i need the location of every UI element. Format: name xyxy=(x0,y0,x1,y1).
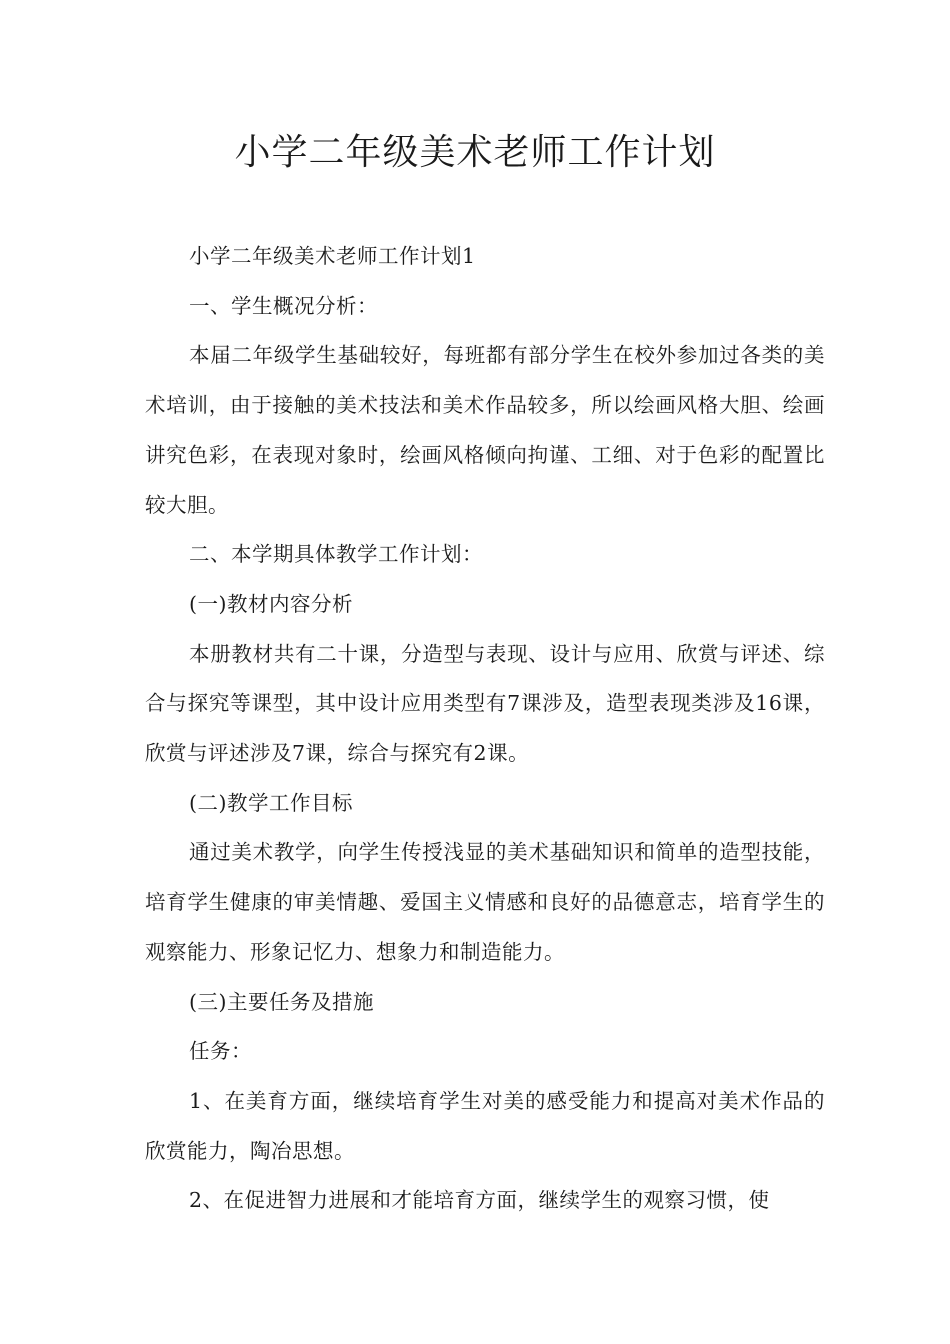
paragraph-textbook-analysis: 本册教材共有二十课，分造型与表现、设计与应用、欣赏与评述、综合与探究等课型，其中设计应用类型有7课涉及，造型表现类涉及16课，欣赏与评述涉及7课，综合与探究有2课。 xyxy=(145,641,825,766)
list-item-task-2: 2、在促进智力进展和才能培育方面，继续学生的观察习惯，使 xyxy=(189,1188,770,1213)
paragraph-heading-1: 小学二年级美术老师工作计划1 xyxy=(189,244,476,268)
section-heading-student-analysis: 一、学生概况分析： xyxy=(189,293,378,318)
document-body xyxy=(145,232,825,1226)
paragraph-student-analysis: 本届二年级学生基础较好，每班都有部分学生在校外参加过各类的美术培训，由于接触的美术技法和美术作品较多，所以绘画风格大胆、绘画讲究色彩，在表现对象时，绘画风格倾向拘谨、工细、对于色彩的配置比较大胆。 xyxy=(145,343,825,517)
section-heading-teaching-plan: 二、本学期具体教学工作计划： xyxy=(189,542,483,567)
document-title: 小学二年级美术老师工作计划 xyxy=(234,132,716,173)
label-tasks: 任务： xyxy=(189,1039,252,1064)
list-item-task-1: 1、在美育方面，继续培育学生对美的感受能力和提高对美术作品的欣赏能力，陶冶思想。 xyxy=(145,1088,825,1163)
subheading-tasks-measures: (三)主要任务及措施 xyxy=(189,989,374,1014)
paragraph-teaching-goals: 通过美术教学，向学生传授浅显的美术基础知识和简单的造型技能，培育学生健康的审美情趣、爱国主义情感和良好的品德意志，培育学生的观察能力、形象记忆力、想象力和制造能力。 xyxy=(145,840,825,964)
subheading-teaching-goals: (二)教学工作目标 xyxy=(189,790,353,815)
subheading-textbook-analysis: (一)教材内容分析 xyxy=(189,591,353,616)
